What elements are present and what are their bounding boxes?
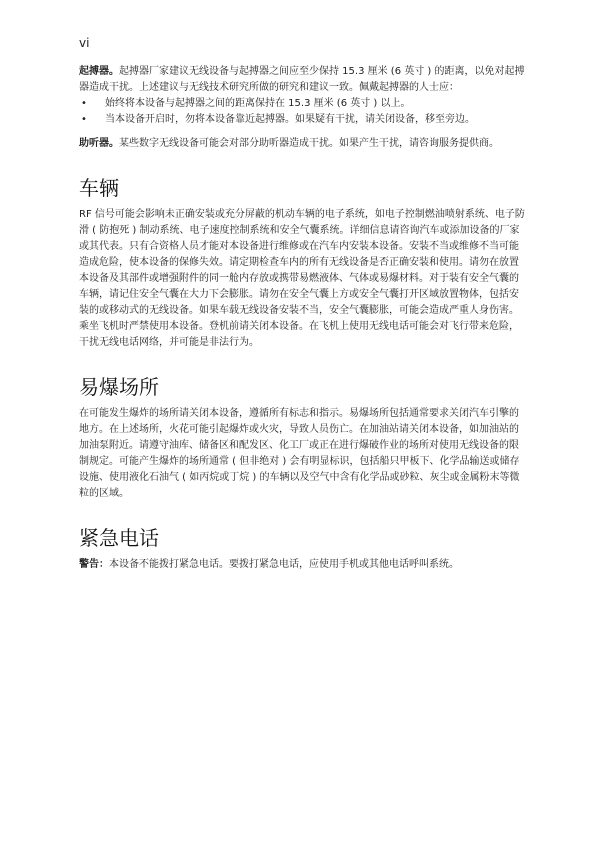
list-item-text: 始终将本设备与起搏器之间的距离保持在 15.3 厘米 (6 英寸 ) 以上。 xyxy=(105,98,411,109)
page-number: vi xyxy=(79,36,90,50)
blasting-paragraph: 在可能发生爆炸的场所请关闭本设备，遵循所有标志和指示。易爆场所包括通常要求关闭汽车引擎的地方。在上述场所，火花可能引起爆炸或火灾，导致人员伤亡。在加油站请关闭本设备，如加油站的加油泵附近。请遵守油库、储备区和配发区、化工厂或正在进行爆破作业的场所对使用无线设备的限制规定。可能产生爆炸的场所通常 ( 但非绝对 ) 会有明显标识，包括船只甲板下、化学品输送或储存设施、使用液化石油气 ( 如丙烷或丁烷 ) 的车辆以及空气中含有化学品或砂粒、灰尘或金属粉末等微粒的区域。 xyxy=(79,408,520,499)
pacemakers-bullet-list xyxy=(79,96,525,128)
pacemakers-label: 起搏器。 xyxy=(79,66,119,77)
pacemakers-text: 起搏器厂家建议无线设备与起搏器之间应至少保持 15.3 厘米 (6 英寸 ) 的距离，以免对起搏器造成干扰。上述建议与无线技术研究所做的研究和建议一致。佩戴起搏器的人士应： xyxy=(79,66,525,93)
page-content xyxy=(79,64,525,573)
hearing-aids-text: 某些数字无线设备可能会对部分助听器造成干扰。如果产生干扰，请咨询服务提供商。 xyxy=(119,138,499,149)
list-item xyxy=(79,112,525,128)
list-item xyxy=(79,96,525,112)
hearing-aids-label: 助听器。 xyxy=(79,138,119,149)
emergency-paragraph xyxy=(79,557,525,573)
emergency-text: 本设备不能拨打紧急电话。要拨打紧急电话，应使用手机或其他电话呼叫系统。 xyxy=(109,559,459,570)
vehicles-paragraph: RF 信号可能会影响未正确安装或充分屏蔽的机动车辆的电子系统，如电子控制燃油喷射系统、电子防滑 ( 防抱死 ) 制动系统、电子速度控制系统和安全气囊系统。详细信息请咨询汽车或添加设备的厂家或其代表。只有合资格人员才能对本设备进行维修或在汽车内安装本设备。安装不当或维修不当可能造成危险，使本设备的保修失效。请定期检查车内的所有无线设备是否正确安装和使用。请勿在放置本设备及其部件或增强附件的同一舱内存放或携带易燃液体、气体或易爆材料。对于装有安全气囊的车辆，请记住安全气囊在大力下会膨胀。请勿在安全气囊上方或安全气囊打开区域放置物体，包括安装的或移动式的无线设备。如果车载无线设备安装不当，安全气囊膨胀，可能会造成严重人身伤害。乘坐飞机时严禁使用本设备。登机前请关闭本设备。在飞机上使用无线电话可能会对飞行带来危险，干扰无线电话网络，并可能是非法行为。 xyxy=(79,209,525,348)
pacemakers-paragraph xyxy=(79,64,525,96)
bullet-glyph: • xyxy=(81,98,87,109)
hearing-aids-paragraph xyxy=(79,136,525,152)
blasting-heading: 易爆场所 xyxy=(79,375,159,399)
warning-label: 警告： xyxy=(79,559,109,570)
vehicles-heading: 车辆 xyxy=(79,176,119,200)
bullet-glyph: • xyxy=(81,114,87,125)
emergency-heading: 紧急电话 xyxy=(79,526,159,550)
list-item-text: 当本设备开启时，勿将本设备靠近起搏器。如果疑有干扰，请关闭设备，移至旁边。 xyxy=(105,114,475,125)
